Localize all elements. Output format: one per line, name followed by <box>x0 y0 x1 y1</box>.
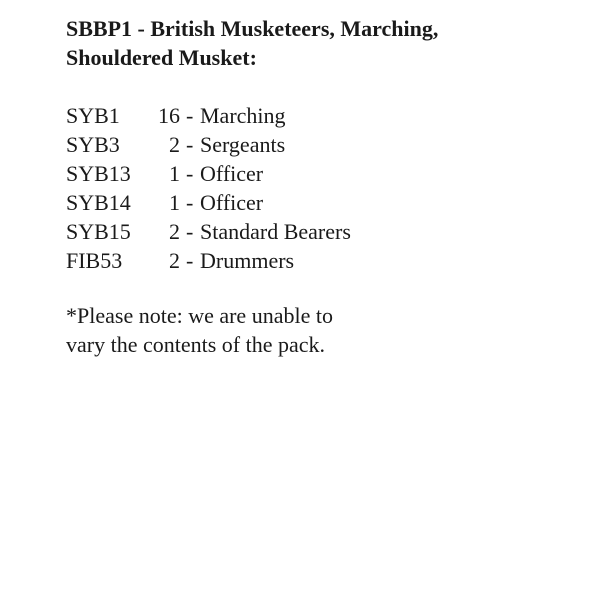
item-quantity: 2 <box>169 248 180 273</box>
list-item <box>66 246 586 275</box>
pack-note-line-2: vary the contents of the pack. <box>66 332 326 357</box>
item-separator: - <box>186 103 194 128</box>
product-description <box>66 14 586 381</box>
item-code: SYB3 <box>66 132 120 157</box>
item-separator: - <box>186 219 194 244</box>
item-quantity: 1 <box>169 161 180 186</box>
item-description: Officer <box>200 161 264 186</box>
list-item <box>66 159 586 188</box>
item-quantity: 16 <box>158 103 180 128</box>
item-code: SYB1 <box>66 103 120 128</box>
list-item <box>66 188 586 217</box>
item-description: Drummers <box>200 248 295 273</box>
item-code: FIB53 <box>66 248 123 273</box>
pack-title <box>66 14 586 72</box>
item-separator: - <box>186 248 194 273</box>
item-code: SYB14 <box>66 190 131 215</box>
item-separator: - <box>186 132 194 157</box>
item-quantity: 2 <box>169 219 180 244</box>
pack-note <box>66 301 586 359</box>
item-quantity: 2 <box>169 132 180 157</box>
item-description: Standard Bearers <box>200 219 351 244</box>
item-description: Marching <box>200 103 286 128</box>
item-description: Sergeants <box>200 132 286 157</box>
pack-contents-list <box>66 101 586 275</box>
item-code: SYB15 <box>66 219 131 244</box>
item-separator: - <box>186 190 194 215</box>
item-separator: - <box>186 161 194 186</box>
pack-title-line-1: SBBP1 - British Musketeers, Marching, <box>66 16 439 41</box>
list-item <box>66 101 586 130</box>
pack-note-line-1: *Please note: we are unable to <box>66 303 333 328</box>
pack-title-line-2: Shouldered Musket: <box>66 45 257 70</box>
list-item <box>66 217 586 246</box>
list-item <box>66 130 586 159</box>
item-code: SYB13 <box>66 161 131 186</box>
item-description: Officer <box>200 190 264 215</box>
item-quantity: 1 <box>169 190 180 215</box>
